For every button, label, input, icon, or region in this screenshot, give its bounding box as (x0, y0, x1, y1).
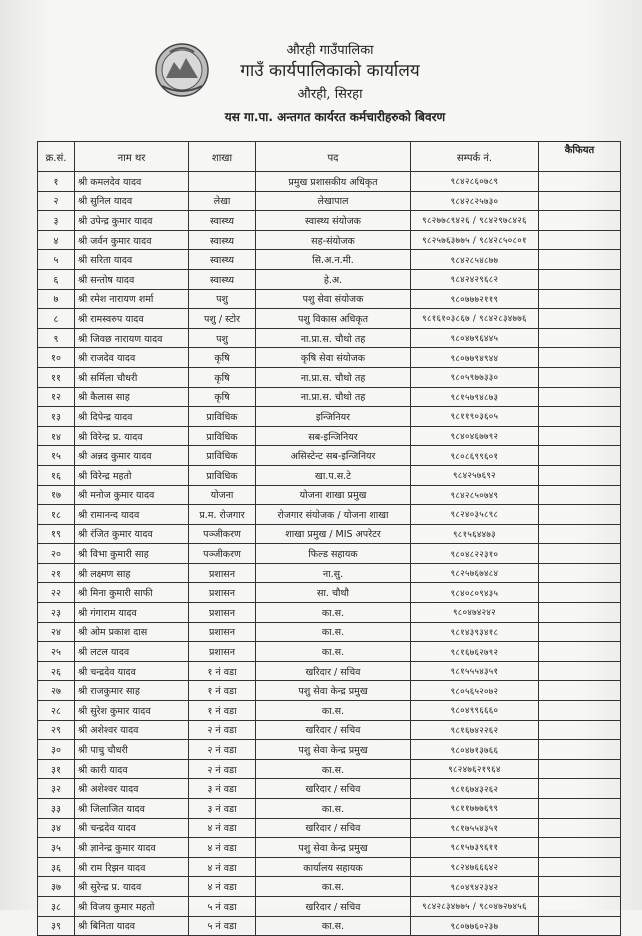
table-row (38, 407, 621, 427)
cell-sn: २१ (38, 563, 75, 583)
cell-sn: ४ (38, 230, 75, 250)
cell-name: श्री जर्वन कुमार यादव (75, 230, 189, 250)
cell-name: श्री राजकुमार साह (75, 681, 189, 701)
cell-remark (539, 661, 621, 681)
cell-remark (539, 269, 621, 289)
cell-sn: १७ (38, 485, 75, 505)
cell-name: श्री बिनिता यादव (75, 916, 189, 936)
cell-branch: ४ नं वडा (189, 838, 256, 858)
cell-remark (539, 877, 621, 897)
cell-sn: ३६ (38, 857, 75, 877)
cell-branch: ४ नं वडा (189, 857, 256, 877)
cell-name: श्री कमलदेव यादव (75, 172, 189, 192)
table-row (38, 642, 621, 662)
cell-post: प्रमुख प्रशासकीय अधिकृत (256, 172, 411, 192)
cell-post: फिल्ड सहायक (256, 544, 411, 564)
table-row (38, 289, 621, 309)
cell-name: श्री राम रिझन यादव (75, 857, 189, 877)
cell-post: का.स. (256, 799, 411, 819)
cell-branch: ५ नं वडा (189, 916, 256, 936)
cell-post: शाखा प्रमुख / MIS अपरेटर (256, 524, 411, 544)
table-row (38, 779, 621, 799)
cell-sn: १० (38, 348, 75, 368)
cell-branch: प्राविधिक (189, 446, 256, 466)
cell-phone: ९८४२८२५७३० (411, 191, 539, 211)
cell-sn: ६ (38, 269, 75, 289)
cell-sn: ३३ (38, 799, 75, 819)
cell-branch: पञ्जीकरण (189, 524, 256, 544)
cell-remark (539, 799, 621, 819)
cell-post: का.स. (256, 642, 411, 662)
cell-post: असिस्टेन्ट सब-इन्जिनियर (256, 446, 411, 466)
cell-branch: प्रशासन (189, 583, 256, 603)
table-row (38, 367, 621, 387)
cell-remark (539, 583, 621, 603)
cell-remark (539, 191, 621, 211)
cell-branch: लेखा (189, 191, 256, 211)
table-row (38, 603, 621, 623)
cell-phone: ९८१५७३९६११ (411, 838, 539, 858)
cell-post: सब-इन्जिनियर (256, 426, 411, 446)
cell-sn: ९ (38, 328, 75, 348)
document-title: यस गा.पा. अन्तगत कार्यरत कर्मचारीहरुको बिवरण (224, 110, 446, 124)
table-row (38, 701, 621, 721)
cell-name: श्री लक्ष्मण साह (75, 563, 189, 583)
cell-remark (539, 465, 621, 485)
cell-remark (539, 367, 621, 387)
cell-post: योजना शाखा प्रमुख (256, 485, 411, 505)
cell-branch: प्रशासन (189, 642, 256, 662)
cell-branch: कृषि (189, 367, 256, 387)
cell-remark (539, 524, 621, 544)
cell-remark (539, 505, 621, 525)
cell-branch: पशु / स्टोर (189, 309, 256, 329)
cell-phone: ९८१६७६२७९२ (411, 642, 539, 662)
cell-post: हे.अ. (256, 269, 411, 289)
cell-name: श्री चन्द्रदेव यादव (75, 661, 189, 681)
cell-post: खरिदार / सचिव (256, 661, 411, 681)
cell-phone: ९८११७७७६९९ (411, 799, 539, 819)
staff-table-body (38, 172, 621, 936)
cell-branch: ३ नं वडा (189, 799, 256, 819)
cell-sn: ३४ (38, 818, 75, 838)
cell-post: ना.प्रा.स. चौथो तह (256, 387, 411, 407)
table-header-row (38, 142, 621, 172)
cell-branch: योजना (189, 485, 256, 505)
table-row (38, 896, 621, 916)
cell-post: पशु विकास अधिकृत (256, 309, 411, 329)
table-row (38, 720, 621, 740)
cell-branch: स्वास्थ्य (189, 250, 256, 270)
cell-post: पशु सेवा संयोजक (256, 289, 411, 309)
cell-remark (539, 720, 621, 740)
cell-sn: ११ (38, 367, 75, 387)
cell-remark (539, 759, 621, 779)
cell-phone: ९८०४८२२३१० (411, 544, 539, 564)
cell-remark (539, 289, 621, 309)
cell-name: श्री कैलास साह (75, 387, 189, 407)
cell-remark (539, 642, 621, 662)
cell-remark (539, 740, 621, 760)
cell-sn: ३ (38, 211, 75, 231)
cell-name: श्री ज्ञानेन्द्र कुमार यादव (75, 838, 189, 858)
cell-phone: ९८२४७६६६४२ (411, 857, 539, 877)
cell-branch: ४ नं वडा (189, 818, 256, 838)
cell-post: खरिदार / सचिव (256, 896, 411, 916)
cell-phone: ९८४२८५४८७७ (411, 250, 539, 270)
cell-post: पशु सेवा केन्द्र प्रमुख (256, 740, 411, 760)
cell-branch: ५ नं वडा (189, 896, 256, 916)
cell-name: श्री राजदेव यादव (75, 348, 189, 368)
cell-sn: २२ (38, 583, 75, 603)
cell-name: श्री रमेश नारायण शर्मा (75, 289, 189, 309)
cell-remark (539, 485, 621, 505)
cell-name: श्री रामस्वरुप यादव (75, 309, 189, 329)
cell-name: श्री रामानन्द यादव (75, 505, 189, 525)
cell-sn: २५ (38, 642, 75, 662)
cell-branch: प्राविधिक (189, 465, 256, 485)
cell-sn: ३७ (38, 877, 75, 897)
cell-sn: १९ (38, 524, 75, 544)
cell-phone: ९८०४७१३७६६ (411, 740, 539, 760)
cell-remark (539, 701, 621, 721)
table-row (38, 191, 621, 211)
cell-remark (539, 916, 621, 936)
cell-remark (539, 250, 621, 270)
cell-sn: १२ (38, 387, 75, 407)
cell-phone: ९८१६७४२२६२ (411, 720, 539, 740)
cell-name: श्री सन्तोष यादव (75, 269, 189, 289)
cell-phone: ९८१५६४४७३ (411, 524, 539, 544)
cell-name: श्री जिलाजित यादव (75, 799, 189, 819)
cell-name: श्री ओम प्रकाश दास (75, 622, 189, 642)
cell-remark (539, 681, 621, 701)
table-row (38, 505, 621, 525)
cell-name: श्री सर्मिला चौधरी (75, 367, 189, 387)
table-row (38, 269, 621, 289)
cell-sn: १८ (38, 505, 75, 525)
cell-post: कार्यालय सहायक (256, 857, 411, 877)
cell-remark (539, 622, 621, 642)
cell-remark (539, 211, 621, 231)
cell-name: श्री मनोज कुमार यादव (75, 485, 189, 505)
cell-name: श्री मिना कुमारी साफी (75, 583, 189, 603)
cell-branch: १ नं वडा (189, 681, 256, 701)
cell-name: श्री विभा कुमारी साह (75, 544, 189, 564)
cell-phone: ९८२५७६७४८४ (411, 563, 539, 583)
cell-sn: ३८ (38, 896, 75, 916)
table-row (38, 799, 621, 819)
cell-post: सा. चौथौ (256, 583, 411, 603)
cell-post: खरिदार / सचिव (256, 818, 411, 838)
cell-branch: स्वास्थ्य (189, 211, 256, 231)
table-row (38, 661, 621, 681)
cell-phone: ९८४२५७६९२ (411, 465, 539, 485)
cell-post: ना.प्रा.स. चौथो तह (256, 328, 411, 348)
cell-sn: ७ (38, 289, 75, 309)
table-row (38, 387, 621, 407)
cell-sn: १३ (38, 407, 75, 427)
cell-sn: २३ (38, 603, 75, 623)
cell-name: श्री विरेन्द्र प्र. यादव (75, 426, 189, 446)
cell-branch: १ नं वडा (189, 661, 256, 681)
cell-phone: ९८१६१०३८६७ / ९८४२८३४७७६ (411, 309, 539, 329)
cell-branch: पशु (189, 328, 256, 348)
table-row (38, 838, 621, 858)
cell-phone: ९८०७७६०२३७ (411, 916, 539, 936)
table-row (38, 583, 621, 603)
cell-remark (539, 857, 621, 877)
cell-phone: ९८४०८०९४३५ (411, 583, 539, 603)
cell-sn: २६ (38, 661, 75, 681)
cell-post: खरिदार / सचिव (256, 720, 411, 740)
cell-remark (539, 818, 621, 838)
col-header-phone: सम्पर्क नं. (411, 142, 539, 172)
cell-phone: ९८२५७६३७७५ / ९८४२८५०८०१ (411, 230, 539, 250)
cell-phone: ९८४२४२९६८२ (411, 269, 539, 289)
cell-remark (539, 603, 621, 623)
cell-remark (539, 838, 621, 858)
cell-phone: ९८०४९९६६६० (411, 701, 539, 721)
col-header-name: नाम थर (75, 142, 189, 172)
cell-sn: १५ (38, 446, 75, 466)
col-header-branch: शाखा (189, 142, 256, 172)
cell-branch: २ नं वडा (189, 740, 256, 760)
table-row (38, 348, 621, 368)
cell-name: श्री दिपेन्द्र यादव (75, 407, 189, 427)
cell-remark (539, 563, 621, 583)
cell-phone: ९८११९०३६०५ (411, 407, 539, 427)
cell-sn: ३९ (38, 916, 75, 936)
table-row (38, 877, 621, 897)
cell-sn: ८ (38, 309, 75, 329)
table-row (38, 211, 621, 231)
cell-phone: ९८०४९४२३४२ (411, 877, 539, 897)
cell-name: श्री विजय कुमार महतो (75, 896, 189, 916)
cell-phone: ९८२४०३५८९८ (411, 505, 539, 525)
cell-remark (539, 426, 621, 446)
cell-phone: ९८०५६५२०७२ (411, 681, 539, 701)
table-row (38, 446, 621, 466)
cell-name: श्री पाचु चौधरी (75, 740, 189, 760)
table-row (38, 916, 621, 936)
table-row (38, 485, 621, 505)
cell-phone: ९८०४७९६४४५ (411, 328, 539, 348)
table-row (38, 328, 621, 348)
table-row (38, 818, 621, 838)
cell-remark (539, 328, 621, 348)
cell-branch: प्र.म. रोजगार (189, 505, 256, 525)
cell-branch: ३ नं वडा (189, 779, 256, 799)
col-header-remark: कैफियत (539, 142, 621, 172)
office-address: औरही, सिरहा (297, 87, 363, 102)
cell-remark (539, 896, 621, 916)
table-row (38, 250, 621, 270)
cell-name: श्री अशेश्वर यादव (75, 720, 189, 740)
cell-post: ना.प्रा.स. चौथो तह (256, 367, 411, 387)
cell-remark (539, 544, 621, 564)
table-row (38, 563, 621, 583)
table-row (38, 524, 621, 544)
cell-name: श्री सरिता यादव (75, 250, 189, 270)
cell-post: कृषि सेवा संयोजक (256, 348, 411, 368)
cell-post: लेखापाल (256, 191, 411, 211)
cell-post: पशु सेवा केन्द्र प्रमुख (256, 838, 411, 858)
cell-sn: ५ (38, 250, 75, 270)
cell-name: श्री जिवछ नारायण यादव (75, 328, 189, 348)
cell-phone: ९८१४३९३४१८ (411, 622, 539, 642)
cell-name: श्री चन्द्रदेव यादव (75, 818, 189, 838)
cell-phone: ९८०५९७७३३० (411, 367, 539, 387)
cell-remark (539, 407, 621, 427)
table-row (38, 309, 621, 329)
cell-name: श्री सुरेन्द्र प्र. यादव (75, 877, 189, 897)
cell-name: श्री लटल यादव (75, 642, 189, 662)
cell-branch: स्वास्थ्य (189, 269, 256, 289)
cell-post: स्वास्थ्य संयोजक (256, 211, 411, 231)
cell-sn: ३१ (38, 759, 75, 779)
cell-name: श्री अन्नद कुमार यादव (75, 446, 189, 466)
cell-post: इन्जिनियर (256, 407, 411, 427)
table-row (38, 465, 621, 485)
cell-sn: १ (38, 172, 75, 192)
cell-branch: ४ नं वडा (189, 877, 256, 897)
table-row (38, 230, 621, 250)
cell-name: श्री अशेश्वर यादव (75, 779, 189, 799)
cell-post: पशु सेवा केन्द्र प्रमुख (256, 681, 411, 701)
col-header-sn: क्र.सं. (38, 142, 75, 172)
cell-post: का.स. (256, 603, 411, 623)
cell-name: श्री रंजित कुमार यादव (75, 524, 189, 544)
cell-phone: ९८१६७४३२६२ (411, 779, 539, 799)
cell-phone: ९८४०४६७७९२ (411, 426, 539, 446)
cell-name: श्री सुनिल यादव (75, 191, 189, 211)
cell-post: का.स. (256, 701, 411, 721)
cell-phone: ९८१५७९४८७३ (411, 387, 539, 407)
cell-remark (539, 230, 621, 250)
cell-phone: ९८२७७८९४२६ / ९८४२९७८४२६ (411, 211, 539, 231)
cell-phone: ९८४२८३४७७५ / ९८०४७२७४५६ (411, 896, 539, 916)
cell-remark (539, 348, 621, 368)
table-row (38, 622, 621, 642)
cell-branch (189, 172, 256, 192)
cell-remark (539, 172, 621, 192)
cell-remark (539, 779, 621, 799)
cell-sn: ३० (38, 740, 75, 760)
cell-name: श्री कारी यादव (75, 759, 189, 779)
cell-branch: स्वास्थ्य (189, 230, 256, 250)
cell-post: का.स. (256, 877, 411, 897)
cell-branch: कृषि (189, 387, 256, 407)
cell-sn: २९ (38, 720, 75, 740)
cell-sn: २८ (38, 701, 75, 721)
cell-branch: २ नं वडा (189, 759, 256, 779)
table-row (38, 172, 621, 192)
municipality-name: औरही गाउँपालिका (286, 43, 374, 58)
table-row (38, 544, 621, 564)
staff-table (37, 141, 621, 936)
cell-sn: १६ (38, 465, 75, 485)
cell-phone: ९८०७७९४९४४ (411, 348, 539, 368)
cell-post: खरिदार / सचिव (256, 779, 411, 799)
table-row (38, 426, 621, 446)
cell-remark (539, 387, 621, 407)
cell-branch: प्राविधिक (189, 426, 256, 446)
cell-branch: पशु (189, 289, 256, 309)
cell-phone: ९८४२८६०७८९ (411, 172, 539, 192)
cell-name: श्री उपेन्द्र कुमार यादव (75, 211, 189, 231)
cell-branch: १ नं वडा (189, 701, 256, 721)
cell-branch: कृषि (189, 348, 256, 368)
table-row (38, 857, 621, 877)
cell-sn: २७ (38, 681, 75, 701)
cell-branch: पञ्जीकरण (189, 544, 256, 564)
cell-sn: २ (38, 191, 75, 211)
cell-sn: ३२ (38, 779, 75, 799)
cell-branch: प्रशासन (189, 603, 256, 623)
cell-sn: २० (38, 544, 75, 564)
cell-phone: ९८४२८५०७४९ (411, 485, 539, 505)
cell-name: श्री सुरेश कुमार यादव (75, 701, 189, 721)
cell-phone: ९८२४७६२१९६४ (411, 759, 539, 779)
cell-branch: २ नं वडा (189, 720, 256, 740)
table-row (38, 740, 621, 760)
col-header-post: पद (256, 142, 411, 172)
table-row (38, 759, 621, 779)
cell-branch: प्रशासन (189, 563, 256, 583)
cell-post: का.स. (256, 916, 411, 936)
cell-post: ना.सु. (256, 563, 411, 583)
letterhead (0, 34, 642, 129)
cell-post: का.स. (256, 622, 411, 642)
cell-post: सि.अ.न.मी. (256, 250, 411, 270)
cell-post: खा.प.स.टे (256, 465, 411, 485)
cell-remark (539, 446, 621, 466)
cell-post: का.स. (256, 759, 411, 779)
cell-phone: ९८१७५५४३५१ (411, 818, 539, 838)
cell-remark (539, 309, 621, 329)
cell-post: रोजगार संयोजक / योजना शाखा (256, 505, 411, 525)
cell-phone: ९८१५५५४३५१ (411, 661, 539, 681)
cell-post: सह-संयोजक (256, 230, 411, 250)
cell-branch: प्रशासन (189, 622, 256, 642)
cell-name: श्री गंगाराम यादव (75, 603, 189, 623)
cell-sn: १४ (38, 426, 75, 446)
cell-branch: प्राविधिक (189, 407, 256, 427)
cell-phone: ९८०८६९९६०१ (411, 446, 539, 466)
cell-phone: ९८०७७७२११९ (411, 289, 539, 309)
office-name: गाउँ कार्यपालिकाको कार्यालय (240, 61, 420, 81)
cell-phone: ९८०४७४२४२ (411, 603, 539, 623)
cell-sn: ३५ (38, 838, 75, 858)
cell-sn: २४ (38, 622, 75, 642)
cell-name: श्री विरेन्द्र महतो (75, 465, 189, 485)
table-row (38, 681, 621, 701)
